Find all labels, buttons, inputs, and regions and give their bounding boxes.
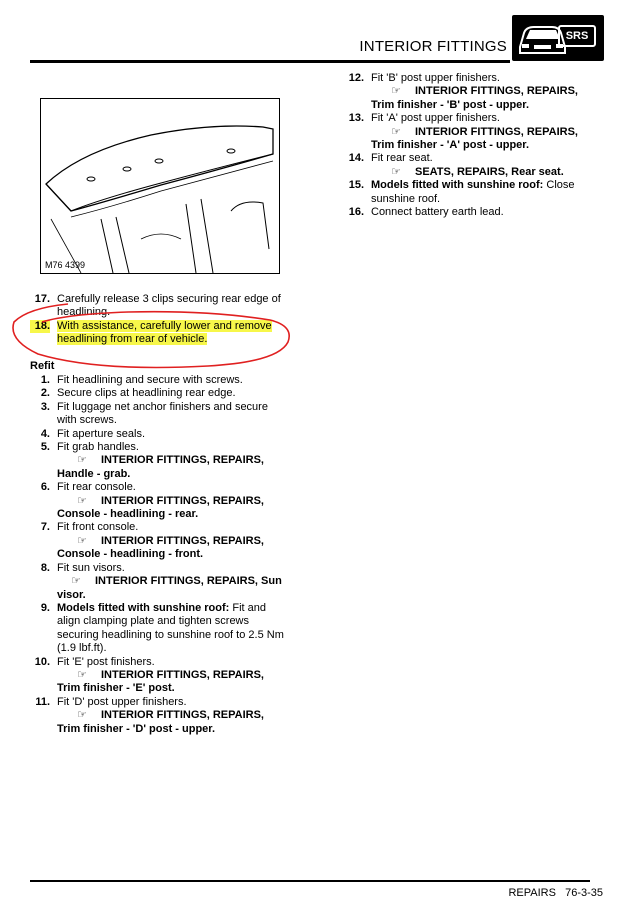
cross-reference-link[interactable] — [371, 126, 606, 153]
step-condition: Models fitted with sunshine roof: — [57, 601, 230, 614]
ref-line-1: INTERIOR FITTINGS, REPAIRS, — [101, 534, 264, 547]
cross-reference-link[interactable] — [371, 85, 606, 112]
step-text: Fit 'B' post upper finishers. — [371, 72, 500, 84]
step-number: 10. — [34, 655, 50, 668]
step-text: Fit grab handles. — [57, 441, 139, 454]
step-text: Fit sun visors. — [57, 561, 125, 574]
step-condition: Models fitted with sunshine roof: — [371, 179, 544, 192]
page-section-title: INTERIOR FITTINGS — [359, 38, 507, 55]
step-number: 12. — [348, 72, 364, 84]
ref-line-1: INTERIOR FITTINGS, REPAIRS, — [101, 494, 264, 507]
step-text: Carefully release 3 clips securing rear edge of headlining. — [57, 293, 281, 319]
step-number: 2. — [40, 387, 50, 400]
refit-heading: Refit — [30, 360, 55, 372]
step-text: Fit and align clamping plate and tighten screws securing headlining to sunshine roof to 2.5 Nm (1.9 lbf.ft). — [57, 601, 284, 655]
step-number: 4. — [40, 427, 50, 440]
refit-step-2 — [30, 387, 288, 400]
ref-line-1: INTERIOR FITTINGS, REPAIRS, — [101, 668, 264, 681]
cross-reference-link[interactable] — [57, 575, 288, 602]
step-text: Fit 'E' post finishers. — [57, 655, 155, 668]
ref-line-2: visor. — [57, 588, 86, 601]
ref-line-2: Console - headlining - rear. — [57, 508, 199, 521]
step-text: Fit 'A' post upper finishers. — [371, 112, 500, 125]
pointing-hand-icon: ☞ — [77, 494, 87, 507]
pointing-hand-icon: ☞ — [77, 534, 87, 547]
refit-step-12 — [344, 72, 606, 112]
step-text: Close sunshine roof. — [371, 179, 575, 205]
ref-line-2: Trim finisher - 'E' post. — [57, 682, 175, 695]
ref-line-1: INTERIOR FITTINGS, REPAIRS, — [415, 125, 578, 138]
ref-line-1: INTERIOR FITTINGS, REPAIRS, — [101, 709, 264, 722]
refit-step-14 — [344, 152, 606, 179]
step-number: 17. — [34, 293, 50, 305]
refit-step-6 — [30, 481, 288, 521]
refit-step-7 — [30, 521, 288, 561]
step-number: 6. — [40, 481, 50, 494]
cross-reference-link[interactable] — [57, 535, 288, 562]
step-number: 3. — [40, 400, 50, 413]
pointing-hand-icon: ☞ — [77, 668, 87, 681]
refit-step-5 — [30, 441, 288, 481]
step-number: 13. — [348, 112, 364, 125]
refit-steps-right — [344, 72, 606, 219]
figure-label: M76 4399 — [45, 260, 86, 270]
header-rule — [30, 60, 510, 63]
step-number: 8. — [40, 561, 50, 574]
pointing-hand-icon: ☞ — [71, 575, 81, 588]
step-text: Fit aperture seals. — [57, 427, 146, 440]
ref-line-1: INTERIOR FITTINGS, REPAIRS, — [415, 85, 578, 98]
refit-step-3 — [30, 401, 288, 428]
page-footer: REPAIRS 76-3-35 — [508, 887, 603, 899]
ref-line-2: Trim finisher - 'D' post - upper. — [57, 722, 216, 735]
pointing-hand-icon: ☞ — [391, 125, 401, 138]
ref-line-2: Handle - grab. — [57, 467, 131, 480]
refit-step-8 — [30, 562, 288, 602]
cross-reference-link[interactable] — [57, 454, 288, 481]
ref-line-2: Console - headlining - front. — [57, 548, 204, 561]
refit-step-4 — [30, 428, 288, 441]
step-number: 5. — [40, 441, 50, 454]
refit-step-1 — [30, 374, 288, 387]
ref-line-1: INTERIOR FITTINGS, REPAIRS, Sun — [95, 575, 282, 588]
headlining-illustration — [40, 98, 280, 274]
step-text: Fit rear seat. — [371, 152, 433, 165]
refit-step-16 — [344, 206, 606, 219]
refit-step-11 — [30, 696, 288, 736]
step-text: Secure clips at headlining rear edge. — [57, 387, 236, 400]
step-number: 9. — [40, 601, 50, 614]
pointing-hand-icon: ☞ — [391, 165, 401, 178]
step-text-highlighted: With assistance, carefully lower and remove headlining from rear of vehicle. — [57, 319, 272, 346]
ref-line-1: SEATS, REPAIRS, Rear seat. — [415, 165, 564, 178]
ref-line-2: Trim finisher - 'B' post - upper. — [371, 98, 530, 111]
ref-line-2: Trim finisher - 'A' post - upper. — [371, 139, 530, 152]
step-text: Connect battery earth lead. — [371, 206, 504, 219]
step-number: 18. — [30, 320, 50, 333]
step-text: Fit headlining and secure with screws. — [57, 374, 243, 386]
step-text: Fit front console. — [57, 521, 139, 534]
step-number: 15. — [348, 179, 364, 192]
step-text: Fit rear console. — [57, 481, 136, 494]
cross-reference-link[interactable] — [371, 166, 606, 179]
ref-line-1: INTERIOR FITTINGS, REPAIRS, — [101, 454, 264, 467]
step-text: Fit 'D' post upper finishers. — [57, 695, 187, 708]
step-number: 1. — [40, 374, 50, 386]
cross-reference-link[interactable] — [57, 669, 288, 696]
step-number: 11. — [35, 695, 50, 708]
srs-car-logo — [512, 15, 604, 61]
pointing-hand-icon: ☞ — [77, 709, 87, 722]
step-number: 16. — [348, 206, 364, 219]
step-text: Fit luggage net anchor finishers and secure with screws. — [57, 400, 268, 427]
step-number: 7. — [40, 521, 50, 534]
srs-badge: SRS — [558, 25, 596, 47]
step-number: 14. — [348, 152, 364, 165]
cross-reference-link[interactable] — [57, 709, 288, 736]
refit-step-13 — [344, 112, 606, 152]
pointing-hand-icon: ☞ — [391, 85, 401, 98]
refit-steps-left — [30, 374, 288, 736]
refit-step-10 — [30, 656, 288, 696]
cross-reference-link[interactable] — [57, 495, 288, 522]
refit-step-15 — [344, 179, 606, 206]
footer-rule — [30, 880, 590, 882]
refit-step-9 — [30, 602, 288, 656]
pointing-hand-icon: ☞ — [77, 454, 87, 467]
